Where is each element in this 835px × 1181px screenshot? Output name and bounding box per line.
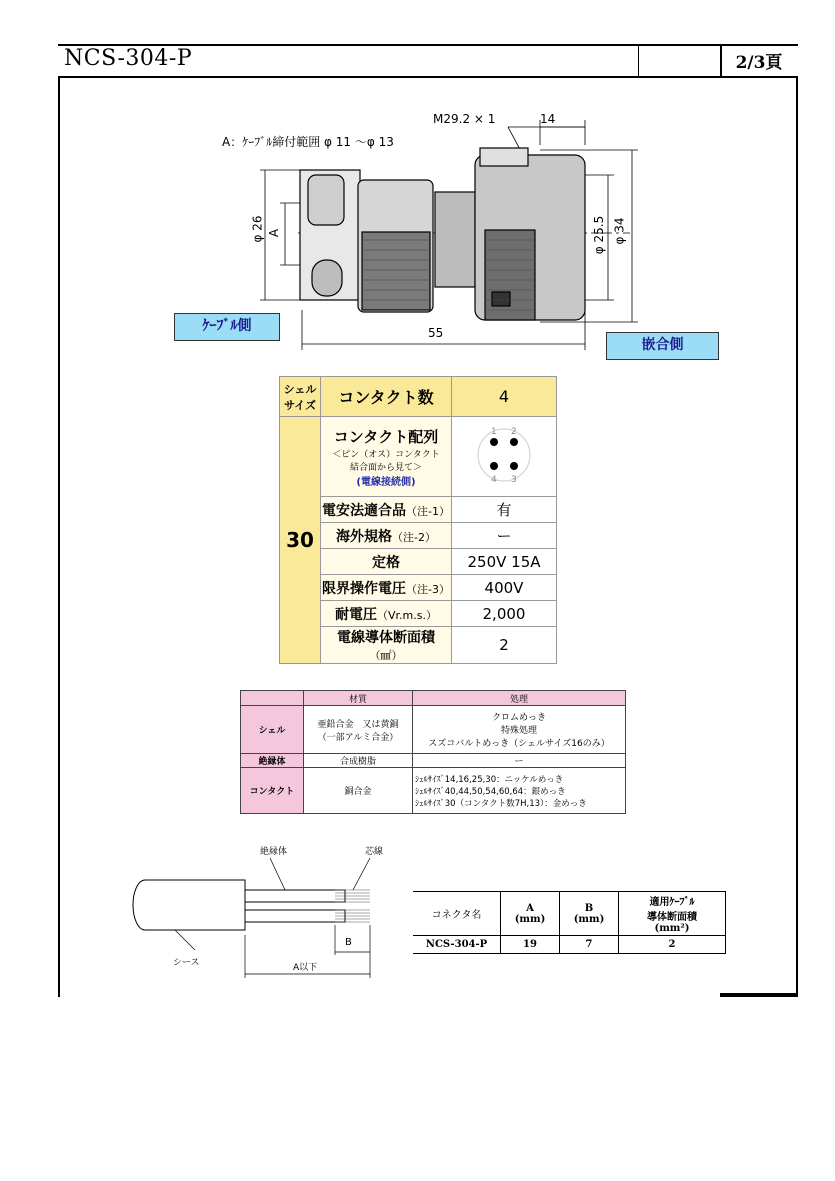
arrangement-side-note: (電線接続側)	[356, 476, 416, 488]
shell-treatment-line: 特殊処理	[500, 726, 537, 736]
insulator-material: 合成樹脂	[304, 754, 413, 768]
col-B	[560, 892, 619, 936]
spec-row-label: 電安法適合品（注-1）	[321, 497, 452, 523]
col-area-title: 適用ｹｰﾌﾞﾙ	[649, 897, 695, 908]
pin-label-1: 1	[491, 426, 497, 437]
pin-label-2: 2	[511, 426, 517, 437]
pin-label-4: 4	[491, 474, 497, 485]
frame-left	[58, 76, 60, 997]
pin-label-3: 3	[511, 474, 517, 485]
contact-count-value: 4	[452, 377, 557, 417]
shell-material	[304, 706, 413, 754]
arrangement-cell	[321, 417, 452, 497]
thread-label: M29.2 × 1	[433, 112, 496, 126]
contact-row-label: コンタクト	[241, 768, 304, 814]
spec-row-value: 2	[452, 627, 557, 664]
spec-row-label: 海外規格（注-2）	[321, 523, 452, 549]
dim-A-label: A	[267, 228, 282, 238]
pin-diagram-cell	[452, 417, 557, 497]
materials-col-material: 材質	[304, 691, 413, 706]
dim-25-5-label: φ 25.5	[592, 215, 607, 255]
mating-side-tag: 嵌合側	[606, 332, 719, 360]
header-divider	[58, 76, 798, 78]
col-connector-name: コネクタ名	[431, 910, 482, 921]
shell-row-label: シェル	[241, 706, 304, 754]
arrangement-note: ＜ピン（オス）コンタクト	[332, 449, 440, 460]
frame-bottom-mark	[720, 993, 798, 997]
spec-row-value: 有	[452, 497, 557, 523]
wire-table	[413, 891, 726, 954]
spec-row-value: ー	[452, 523, 557, 549]
insulator-callout: 絶縁体	[260, 847, 288, 857]
shell-size-header: シェル サイズ	[280, 377, 321, 417]
cable-side-tag: ｹｰﾌﾞﾙ側	[174, 313, 280, 341]
sheath-callout: シース	[173, 958, 200, 968]
connector-name-value: NCS-304-P	[425, 939, 488, 950]
shell-treatment-line: スズコバルトめっき（シェルサイズ16のみ）	[428, 739, 610, 749]
materials-col-treatment: 処理	[413, 691, 626, 706]
spec-row-value: 250V 15A	[452, 549, 557, 575]
shell-material-line: （一部アルミ合金）	[317, 732, 399, 743]
page-number: 2/3頁	[735, 53, 783, 73]
spec-row-label: 電線導体断面積（㎟）	[321, 627, 452, 664]
arrangement-note: 結合面から見て＞	[349, 462, 422, 473]
insulator-row-label: 絶縁体	[241, 754, 304, 768]
spec-row-value: 400V	[452, 575, 557, 601]
header-separator	[638, 44, 639, 76]
materials-table	[240, 690, 626, 814]
value-area: 2	[619, 936, 726, 954]
document-title: NCS-304-P	[64, 46, 193, 71]
shell-treatment-line: クロムめっき	[492, 713, 546, 723]
col-A	[501, 892, 560, 936]
shell-treatment	[413, 706, 626, 754]
wire-strip-drawing	[125, 850, 385, 980]
col-area-unit: (mm²)	[654, 923, 690, 934]
col-A-unit: (mm)	[514, 913, 546, 925]
dim-14-label: 14	[540, 112, 556, 126]
pin-arrangement-diagram	[474, 420, 534, 490]
value-A: 19	[501, 936, 560, 954]
insulator-treatment: ー	[413, 754, 626, 768]
dim-55-label: 55	[428, 326, 444, 340]
arrangement-label: コンタクト配列	[333, 427, 439, 446]
col-cable-area	[619, 892, 726, 936]
dim-26-label: φ 26	[250, 215, 265, 243]
col-area-title: 導体断面積	[647, 912, 697, 923]
header-separator	[720, 44, 722, 76]
cable-range-label: A：ｹｰﾌﾞﾙ締付範囲 φ 11 〜φ 13	[222, 135, 394, 149]
shell-size-value: 30	[280, 417, 321, 664]
contact-treatment-line: ｼｪﾙｻｲｽﾞ14,16,25,30：ニッケルめっき	[415, 774, 564, 785]
materials-corner	[241, 691, 304, 706]
dim-B-callout: B	[345, 937, 352, 948]
core-callout: 芯線	[365, 847, 384, 857]
shell-material-line: 亜鉛合金 又は黄銅	[317, 719, 399, 730]
contact-treatment-line: ｼｪﾙｻｲｽﾞ40,44,50,54,60,64：銀めっき	[415, 786, 566, 797]
col-B-unit: (mm)	[573, 913, 605, 925]
contact-treatment-line: ｼｪﾙｻｲｽﾞ30（コンタクト数7H,13）：金めっき	[415, 798, 587, 809]
spec-row-label: 定格	[321, 549, 452, 575]
dim-34-label: φ 34	[612, 217, 627, 245]
frame-right	[796, 76, 798, 997]
value-B: 7	[560, 936, 619, 954]
spec-row-label: 耐電圧（Vr.m.s.）	[321, 601, 452, 627]
contact-count-header: コンタクト数	[321, 377, 452, 417]
spec-table	[279, 376, 557, 664]
spec-row-label: 限界操作電圧（注-3）	[321, 575, 452, 601]
contact-material: 銅合金	[304, 768, 413, 814]
dim-A-callout: A以下	[293, 963, 318, 973]
col-B-title: B	[584, 902, 594, 914]
contact-treatment	[413, 768, 626, 814]
spec-row-value: 2,000	[452, 601, 557, 627]
col-A-title: A	[526, 902, 534, 914]
